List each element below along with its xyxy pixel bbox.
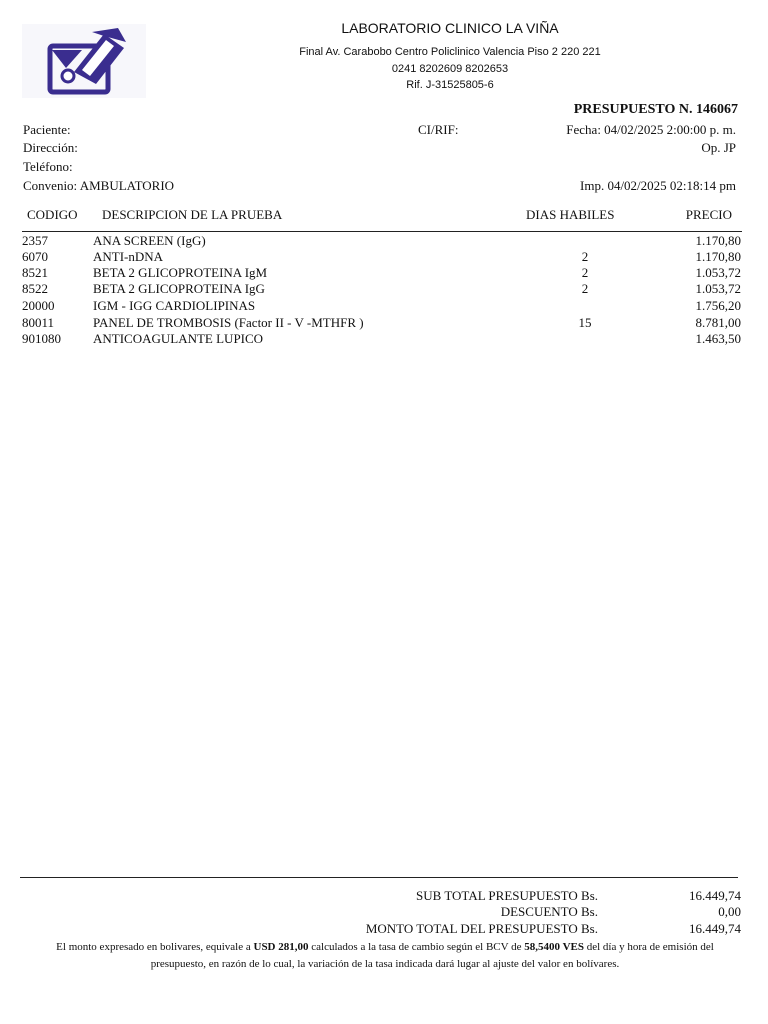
row-descripcion: ANTI-nDNA [93, 249, 164, 264]
table-row [0, 281, 768, 297]
monto-total-label: MONTO TOTAL DEL PRESUPUESTO Bs. [365, 921, 598, 936]
table-row [0, 315, 768, 331]
direccion-label: Dirección: [23, 140, 78, 155]
operator-field: Op. JP [701, 140, 736, 155]
row-codigo: 20000 [22, 298, 55, 313]
column-header-precio: PRECIO [685, 207, 732, 222]
telefono-label: Teléfono: [23, 159, 73, 174]
column-header-dias: DIAS HABILES [526, 207, 615, 222]
row-codigo: 8522 [22, 281, 48, 296]
note-part-3: del día y hora de emisión del presupuesto, en razón de lo cual, la variación de la tasa indicada dará lugar al ajuste del valor en bolívares. [150, 941, 714, 970]
descuento-label: DESCUENTO Bs. [500, 904, 598, 919]
fecha-field: Fecha: 04/02/2025 2:00:00 p. m. [566, 122, 736, 137]
row-precio: 1.463,50 [695, 331, 741, 346]
row-descripcion: ANA SCREEN (IgG) [93, 233, 206, 248]
row-descripcion: BETA 2 GLICOPROTEINA IgG [93, 281, 265, 296]
column-header-codigo: CODIGO [27, 207, 78, 222]
row-codigo: 80011 [22, 315, 55, 330]
row-precio: 1.170,80 [695, 249, 741, 264]
row-codigo: 6070 [22, 249, 48, 264]
row-precio: 1.053,72 [695, 265, 741, 280]
row-descripcion: PANEL DE TROMBOSIS (Factor II - V -MTHFR ) [93, 315, 364, 330]
table-header-divider [22, 231, 742, 232]
row-precio: 8.781,00 [695, 315, 741, 330]
print-date-field: Imp. 04/02/2025 02:18:14 pm [580, 178, 736, 193]
document-title: PRESUPUESTO N. 146067 [573, 102, 738, 117]
row-descripcion: IGM - IGG CARDIOLIPINAS [93, 298, 256, 313]
row-descripcion: BETA 2 GLICOPROTEINA IgM [93, 265, 268, 280]
row-dias: 2 [581, 249, 589, 264]
exchange-rate-note [30, 939, 740, 973]
note-part-1: El monto expresado en bolivares, equivale a [56, 941, 254, 953]
cirif-label: CI/RIF: [418, 122, 459, 137]
table-row [0, 233, 768, 249]
row-dias: 15 [578, 315, 592, 330]
note-usd-amount: USD 281,00 [253, 941, 309, 953]
row-precio: 1.170,80 [695, 233, 741, 248]
row-descripcion: ANTICOAGULANTE LUPICO [93, 331, 264, 346]
footer-divider [20, 877, 738, 878]
note-part-2: calculados a la tasa de cambio según el BCV de [308, 941, 525, 953]
row-dias: 2 [581, 281, 589, 296]
column-header-descripcion: DESCRIPCION DE LA PRUEBA [102, 207, 283, 222]
row-codigo: 8521 [22, 265, 48, 280]
table-row [0, 298, 768, 314]
subtotal-label: SUB TOTAL PRESUPUESTO Bs. [416, 888, 598, 903]
row-precio: 1.756,20 [695, 298, 741, 313]
table-row [0, 331, 768, 347]
row-codigo: 901080 [22, 331, 61, 346]
paciente-label: Paciente: [23, 122, 71, 137]
row-precio: 1.053,72 [695, 281, 741, 296]
lab-rif: Rif. J-31525805-6 [406, 79, 494, 91]
subtotal-value: 16.449,74 [689, 888, 741, 903]
lab-phones: 0241 8202609 8202653 [391, 63, 509, 75]
monto-total-value: 16.449,74 [689, 921, 741, 936]
convenio-field: Convenio: AMBULATORIO [23, 178, 175, 193]
lab-address: Final Av. Carabobo Centro Policlinico Valencia Piso 2 220 221 [299, 46, 601, 58]
row-codigo: 2357 [22, 233, 48, 248]
descuento-value: 0,00 [718, 904, 741, 919]
table-row [0, 265, 768, 281]
note-exchange-rate: 58,5400 VES [524, 941, 584, 953]
lab-name: LABORATORIO CLINICO LA VIÑA [341, 20, 559, 36]
row-dias: 2 [581, 265, 589, 280]
table-row [0, 249, 768, 265]
